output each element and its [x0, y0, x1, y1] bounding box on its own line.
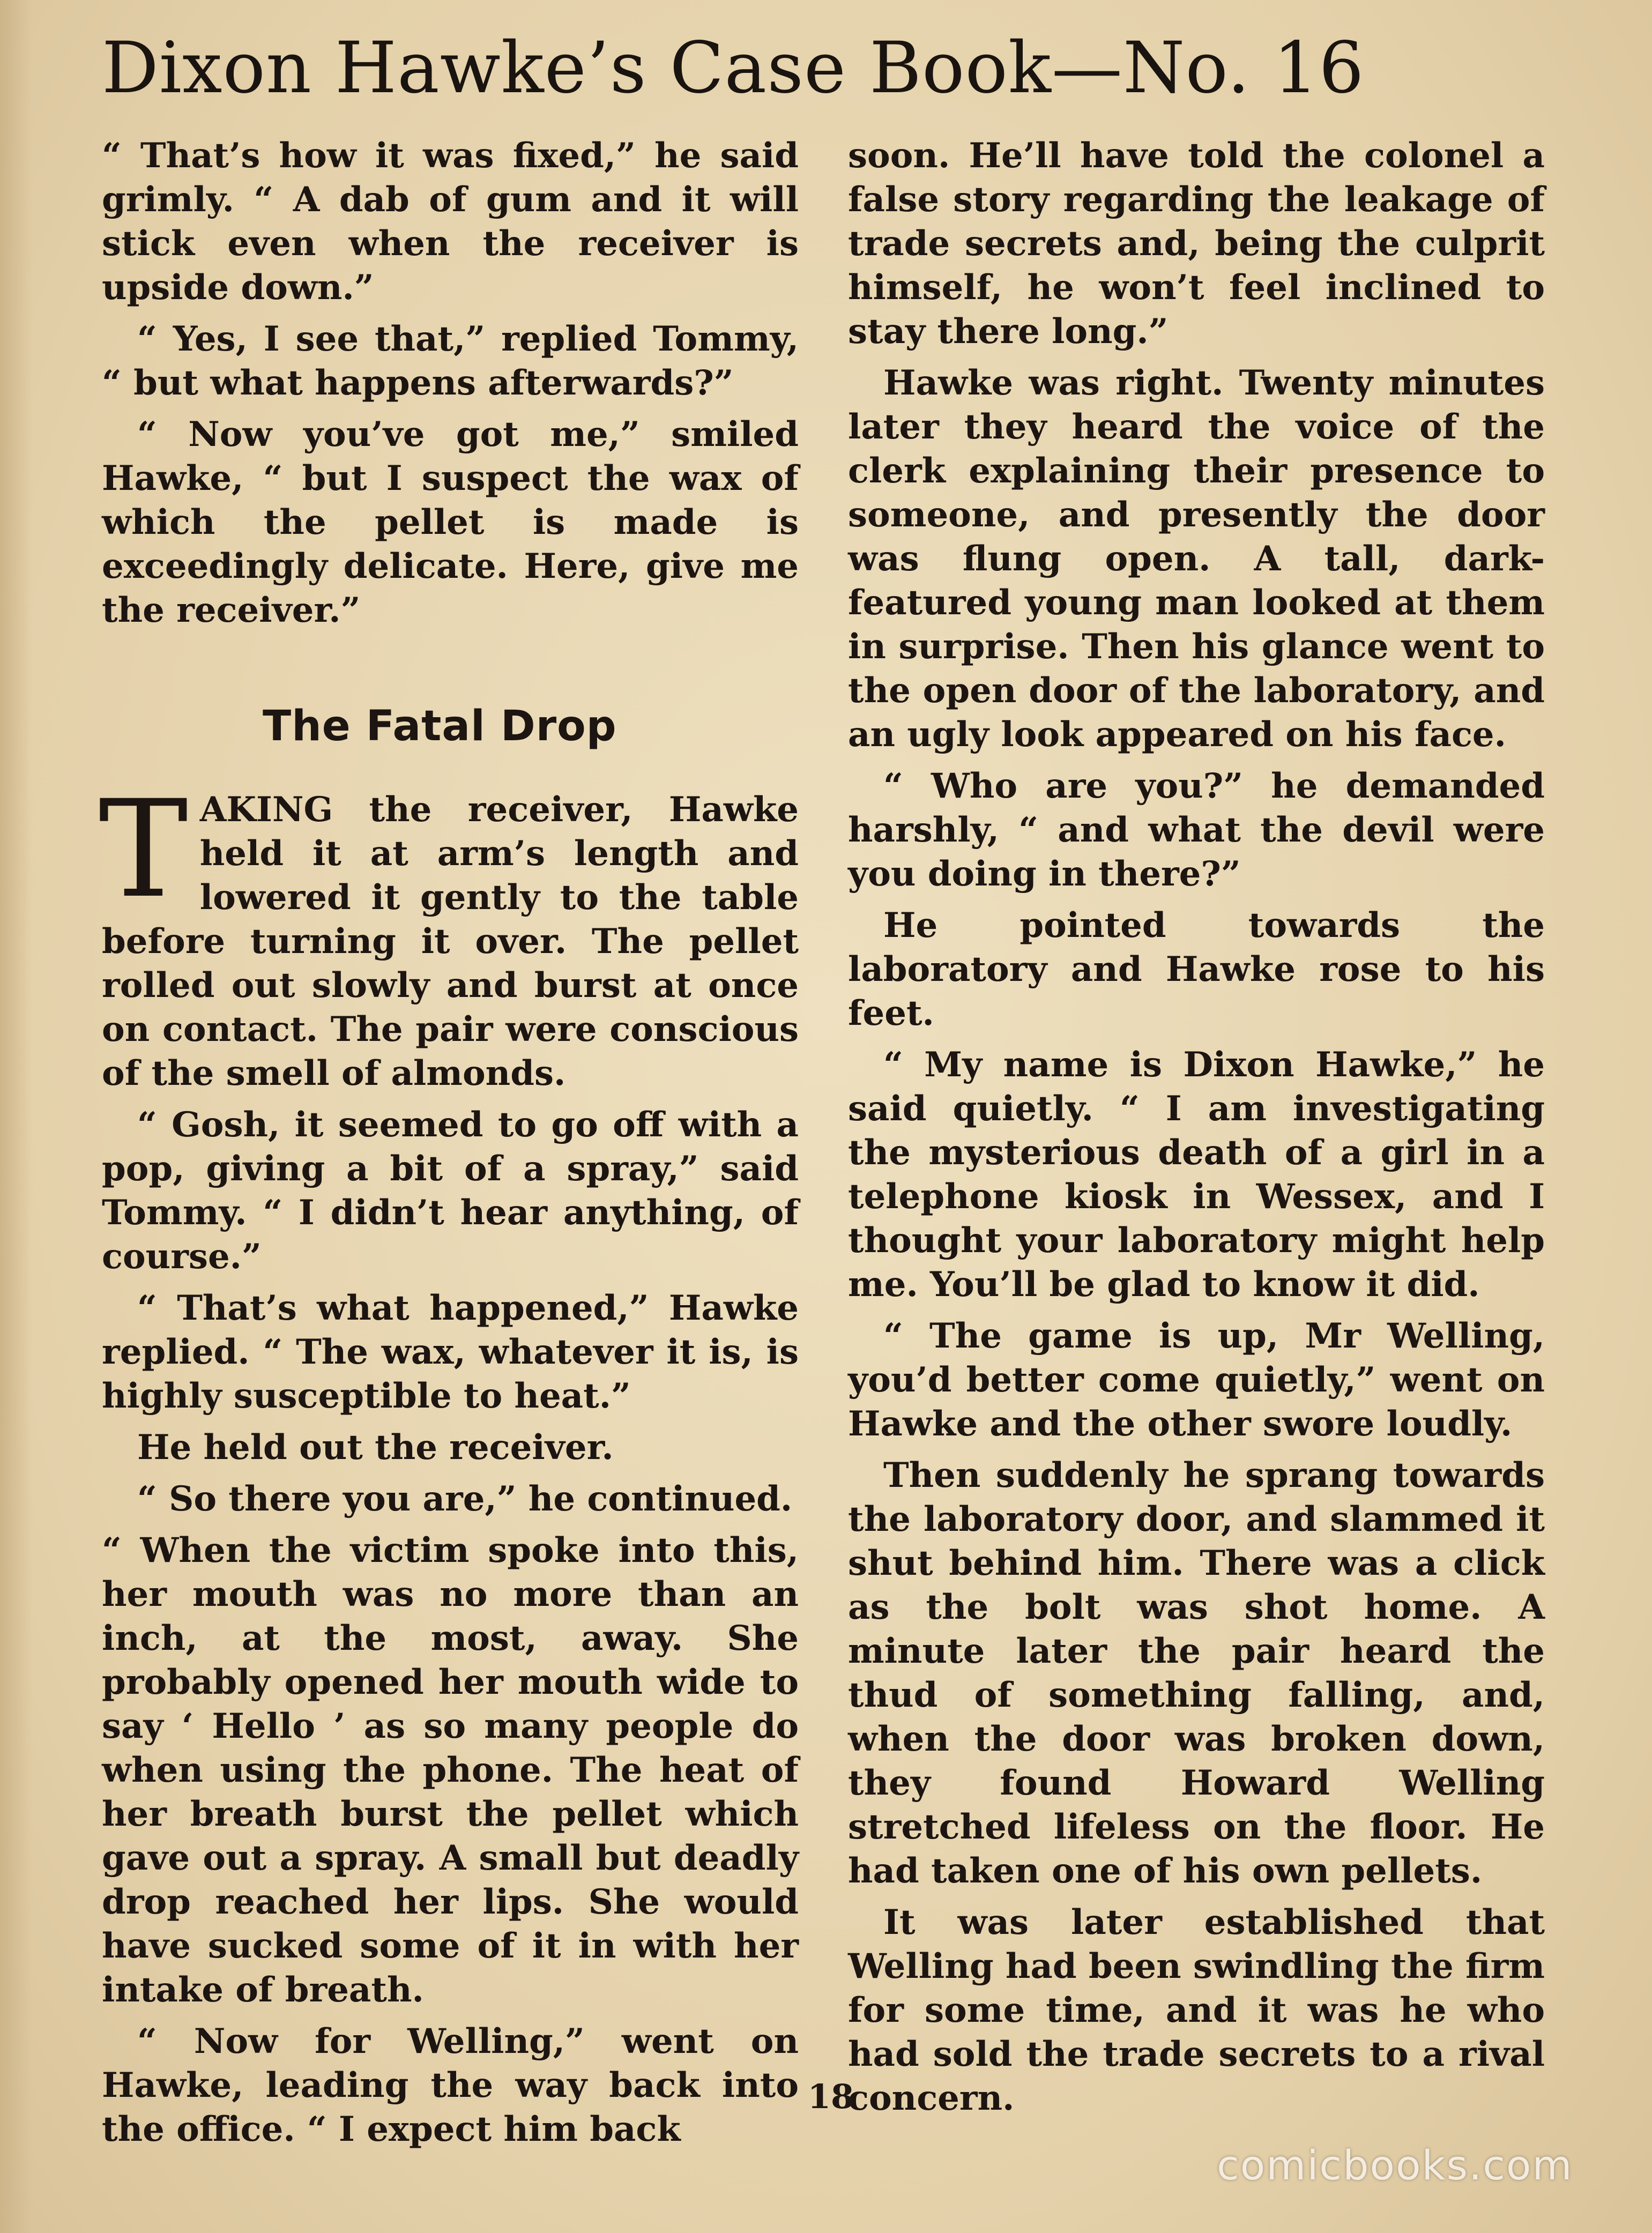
dropcap-paragraph — [99, 771, 799, 1096]
dropcap-paragraph-text: AKING the receiver, Hawke held it at arm’s length and lowered it gently to the table before turning it over. The pellet rolled out slowly and burst at once on contact. The pair were conscious of the smell of almonds. — [102, 790, 799, 1093]
right-column — [848, 134, 1545, 2128]
paragraph: “ That’s how it was fixed,” he said grimly. “ A dab of gum and it will stick even when the receiver is upside down.” — [102, 136, 799, 308]
paragraph: “ Now for Welling,” went on Hawke, leading the way back into the office. “ I expect him back — [102, 2021, 799, 2149]
paragraph: soon. He’ll have told the colonel a false story regarding the leakage of trade secrets and, being the culprit himself, he won’t feel inclined to stay there long.” — [848, 136, 1545, 352]
paragraph: “ So there you are,” he continued. — [137, 1479, 793, 1519]
left-column — [99, 134, 799, 2159]
paragraph: “ Now you’ve got me,” smiled Hawke, “ but I suspect the wax of which the pellet is made is exceedingly delicate. Here, give me the receiver.” — [102, 414, 799, 630]
section-subheading: The Fatal Drop — [263, 702, 617, 750]
page-number: 18 — [807, 2077, 854, 2116]
paragraph: “ Gosh, it seemed to go off with a pop, giving a bit of a spray,” said Tommy. “ I didn’t hear anything, of course.” — [102, 1105, 799, 1277]
paragraph: “ That’s what happened,” Hawke replied. “ The wax, whatever it is, is highly susceptible to heat.” — [102, 1288, 799, 1416]
paragraph: It was later established that Welling had been swindling the firm for some time, and it was he who had sold the trade secrets to a rival concern. — [848, 1902, 1545, 2118]
paragraph: He pointed towards the laboratory and Hawke rose to his feet. — [848, 905, 1545, 1033]
paragraph: “ Yes, I see that,” replied Tommy, “ but what happens afterwards?” — [102, 319, 799, 403]
page-header-title: Dixon Hawke’s Case Book—No. 16 — [102, 27, 1365, 109]
paragraph: “ When the victim spoke into this, her mouth was no more than an inch, at the most, away. She probably opened her mouth wide to say ‘ Hello ’ as so many people do when using the phone. The heat of her breath burst the pellet which gave out a spray. A small but deadly drop reached her lips. She would have sucked some of it in with her intake of breath. — [102, 1530, 799, 2010]
paragraph: He held out the receiver. — [137, 1427, 614, 1468]
paragraph: “ My name is Dixon Hawke,” he said quietly. “ I am investigating the mysterious death of a girl in a telephone kiosk in Wessex, and I thought your laboratory might help me. You’ll be glad to know it did. — [848, 1045, 1545, 1305]
drop-cap-letter: T — [99, 771, 188, 927]
watermark: comicbooks.com — [1217, 2141, 1573, 2189]
paragraph: Then suddenly he sprang towards the laboratory door, and slammed it shut behind him. There was a click as the bolt was shot home. A minute later the pair heard the thud of something falling, and, when the door was broken down, they found Howard Welling stretched lifeless on the floor. He had taken one of his own pellets. — [848, 1455, 1545, 1891]
page-edge-shadow — [0, 0, 32, 2233]
paragraph: “ The game is up, Mr Welling, you’d better come quietly,” went on Hawke and the other swore loudly. — [848, 1316, 1545, 1444]
paragraph: “ Who are you?” he demanded harshly, “ and what the devil were you doing in there?” — [848, 766, 1545, 894]
paragraph: Hawke was right. Twenty minutes later they heard the voice of the clerk explaining their presence to someone, and presently the door was flung open. A tall, dark-featured young man looked at them in surprise. Then his glance went to the open door of the laboratory, and an ugly look appeared on his face. — [848, 363, 1545, 755]
